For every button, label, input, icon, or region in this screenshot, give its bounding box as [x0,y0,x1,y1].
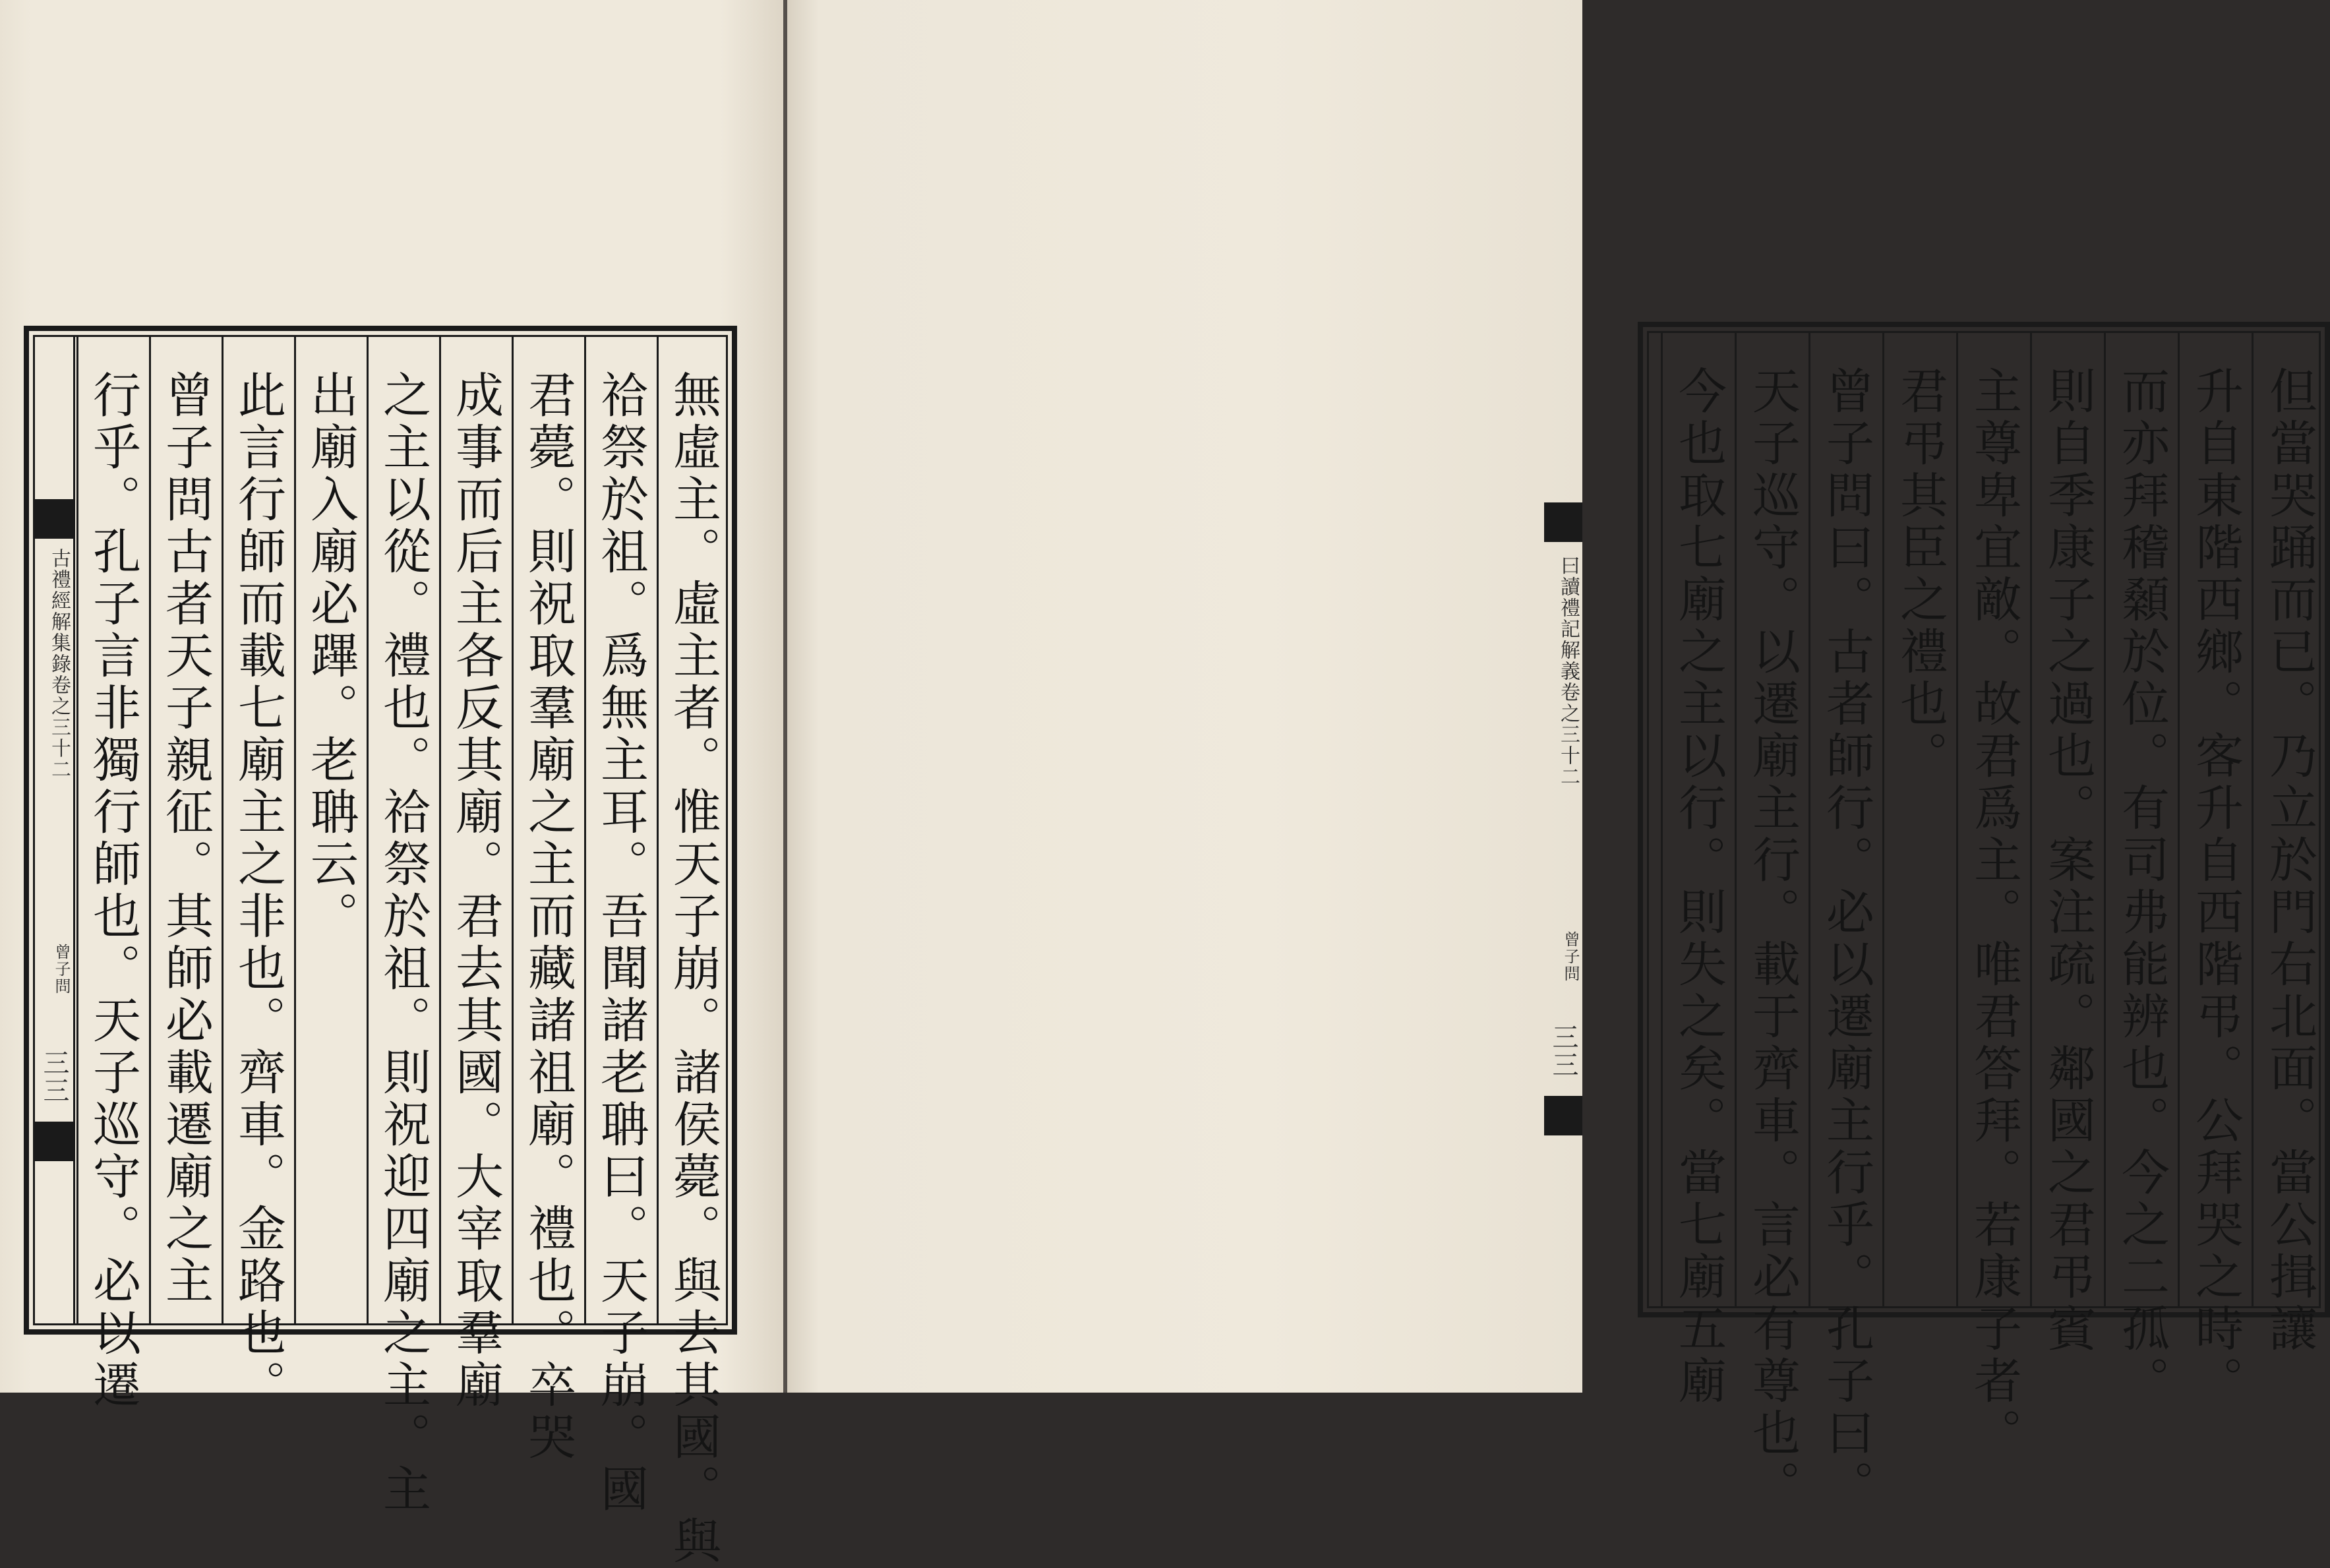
text-column: 祫祭於祖。爲無主耳。吾聞諸老聃曰。天子崩。國 [584,337,657,1323]
text-column: 但當哭踊而已。乃立於門右北面。當公揖讓 [2252,333,2325,1306]
fish-tail-mark [35,1122,73,1161]
banxin-title: 曰讀禮記解義卷之三十二 [1557,555,1580,787]
right-page [787,0,2317,1512]
text-column: 主尊卑宜敵。故君爲主。唯君答拜。若康子者。 [1956,333,2030,1306]
left-page [0,0,783,1568]
text-column: 此言行師而載七廟主之非也。齊車。金路也。 [222,337,294,1323]
fish-tail-mark [1544,502,1582,542]
left-inner-border [33,335,728,1568]
text-column: 之主以從。禮也。祫祭於祖。則祝迎四廟之主。主 [367,337,439,1323]
text-column: 無虛主。虛主者。惟天子崩。諸侯薨。與去其國。與 [657,337,729,1323]
text-column: 君薨。則祝取羣廟之主而藏諸祖廟。禮也。卒哭 [512,337,584,1323]
text-column: 行乎。孔子言非獨行師也。天子巡守。必以遷 [76,337,149,1323]
fish-tail-mark [35,499,73,539]
banxin-section: 曾子問 [1561,931,1580,982]
text-column: 天子巡守。以遷廟主行。載于齊車。言必有尊也。 [1735,333,1808,1306]
text-column: 成事而后主各反其廟。君去其國。大宰取羣廟 [439,337,512,1323]
text-column: 今也取七廟之主以行。則失之矣。當七廟五廟 [1661,333,1735,1306]
left-text-frame [24,326,737,1568]
fish-tail-mark [1544,1096,1582,1135]
right-inner-border [1647,331,2321,1512]
text-column: 出廟入廟必蹕。老聃云。 [294,337,367,1323]
banxin-title: 古禮經解集錄卷之三十二 [47,548,71,780]
right-text-frame [1638,322,2330,1512]
text-column: 曾子問古者天子親征。其師必載遷廟之主 [149,337,222,1323]
banxin-folio: 三三 [1548,1023,1578,1079]
text-column: 君弔其臣之禮也。 [1882,333,1956,1306]
text-column: 而亦拜稽顙於位。有司弗能辨也。今之二孤。 [2104,333,2178,1306]
banxin-folio: 三三 [39,1049,69,1104]
right-banxin [1544,338,1582,1294]
text-column: 則自季康子之過也。案注疏。鄰國之君弔賓 [2030,333,2104,1306]
banxin-section: 曾子問 [52,944,71,995]
left-banxin [35,337,75,1323]
text-column: 升自東階西鄉。客升自西階弔。公拜哭之時。 [2178,333,2252,1306]
text-column: 曾子問曰。古者師行。必以遷廟主行乎。孔子曰。 [1808,333,1882,1306]
